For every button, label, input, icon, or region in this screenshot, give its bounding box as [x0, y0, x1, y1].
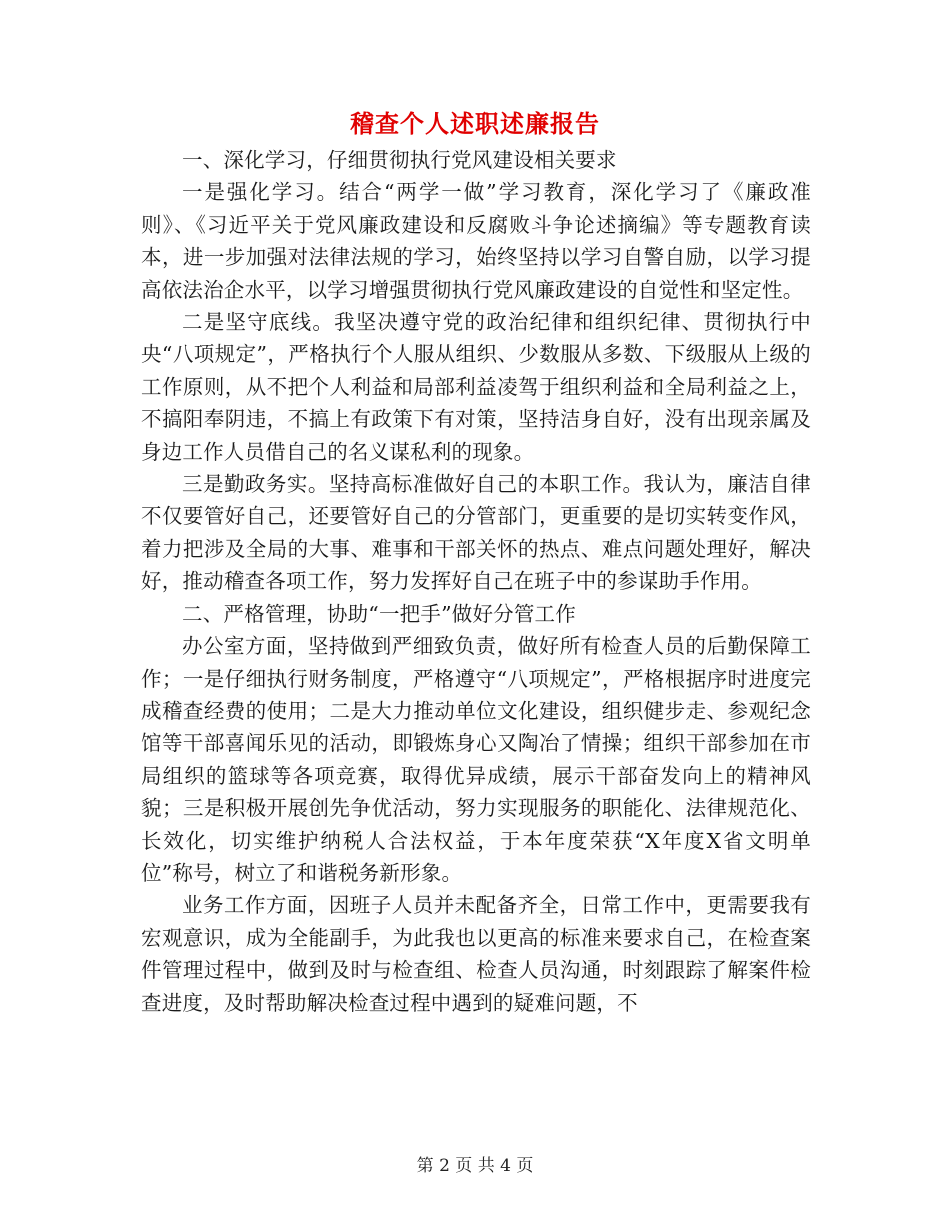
paragraph-diligence: 三是勤政务实。坚持高标准做好自己的本职工作。我认为，廉洁自律不仅要管好自己，还要管好自己的分管部门，更重要的是切实转变作风，着力把涉及全局的大事、难事和干部关怀的热点、难点问题处理好，解决好，推动稽查各项工作，努力发挥好自己在班子中的参谋助手作用。	[141, 472, 811, 594]
document-body	[141, 144, 811, 1019]
paragraph-bottom-line: 二是坚守底线。我坚决遵守党的政治纪律和组织纪律、贯彻执行中央“八项规定”，严格执行个人服从组织、少数服从多数、下级服从上级的工作原则，从不把个人利益和局部利益凌驾于组织利益和全局利益之上，不搞阳奉阴违，不搞上有政策下有对策，坚持洁身自好，没有出现亲属及身边工作人员借自己的名义谋私利的现象。	[141, 310, 811, 464]
page-footer	[0, 1154, 950, 1178]
page-number-label: 第 2 页 共 4 页	[416, 1156, 534, 1176]
paragraph-business: 业务工作方面，因班子人员并未配备齐全，日常工作中，更需要我有宏观意识，成为全能副手，为此我也以更高的标准来要求自己，在检查案件管理过程中，做到及时与检查组、检查人员沟通，时刻跟踪了解案件检查进度，及时帮助解决检查过程中遇到的疑难问题，不	[141, 893, 811, 1015]
paragraph-study: 一是强化学习。结合“两学一做”学习教育，深化学习了《廉政准则》、《习近平关于党风廉政建设和反腐败斗争论述摘编》等专题教育读本，进一步加强对法律法规的学习，始终坚持以学习自警自励，以学习提高依法治企水平，以学习增强贯彻执行党风廉政建设的自觉性和坚定性。	[141, 180, 811, 302]
paragraph-office: 办公室方面，坚持做到严细致负责，做好所有检查人员的后勤保障工作；一是仔细执行财务制度，严格遵守“八项规定”，严格根据序时进度完成稽查经费的使用；二是大力推动单位文化建设，组织健步走、参观纪念馆等干部喜闻乐见的活动，即锻炼身心又陶冶了情操；组织干部参加在市局组织的篮球等各项竞赛，取得优异成绩，展示干部奋发向上的精神风貌；三是积极开展创先争优活动，努力实现服务的职能化、法律规范化、长效化，切实维护纳税人合法权益，于本年度荣获“X年度X省文明单位”称号，树立了和谐税务新形象。	[141, 634, 811, 885]
section-heading-1: 一、深化学习，仔细贯彻执行党风建设相关要求	[182, 148, 617, 172]
document-title: 稽查个人述职述廉报告	[350, 109, 600, 138]
section-heading-2: 二、严格管理，协助“一把手”做好分管工作	[182, 601, 576, 626]
